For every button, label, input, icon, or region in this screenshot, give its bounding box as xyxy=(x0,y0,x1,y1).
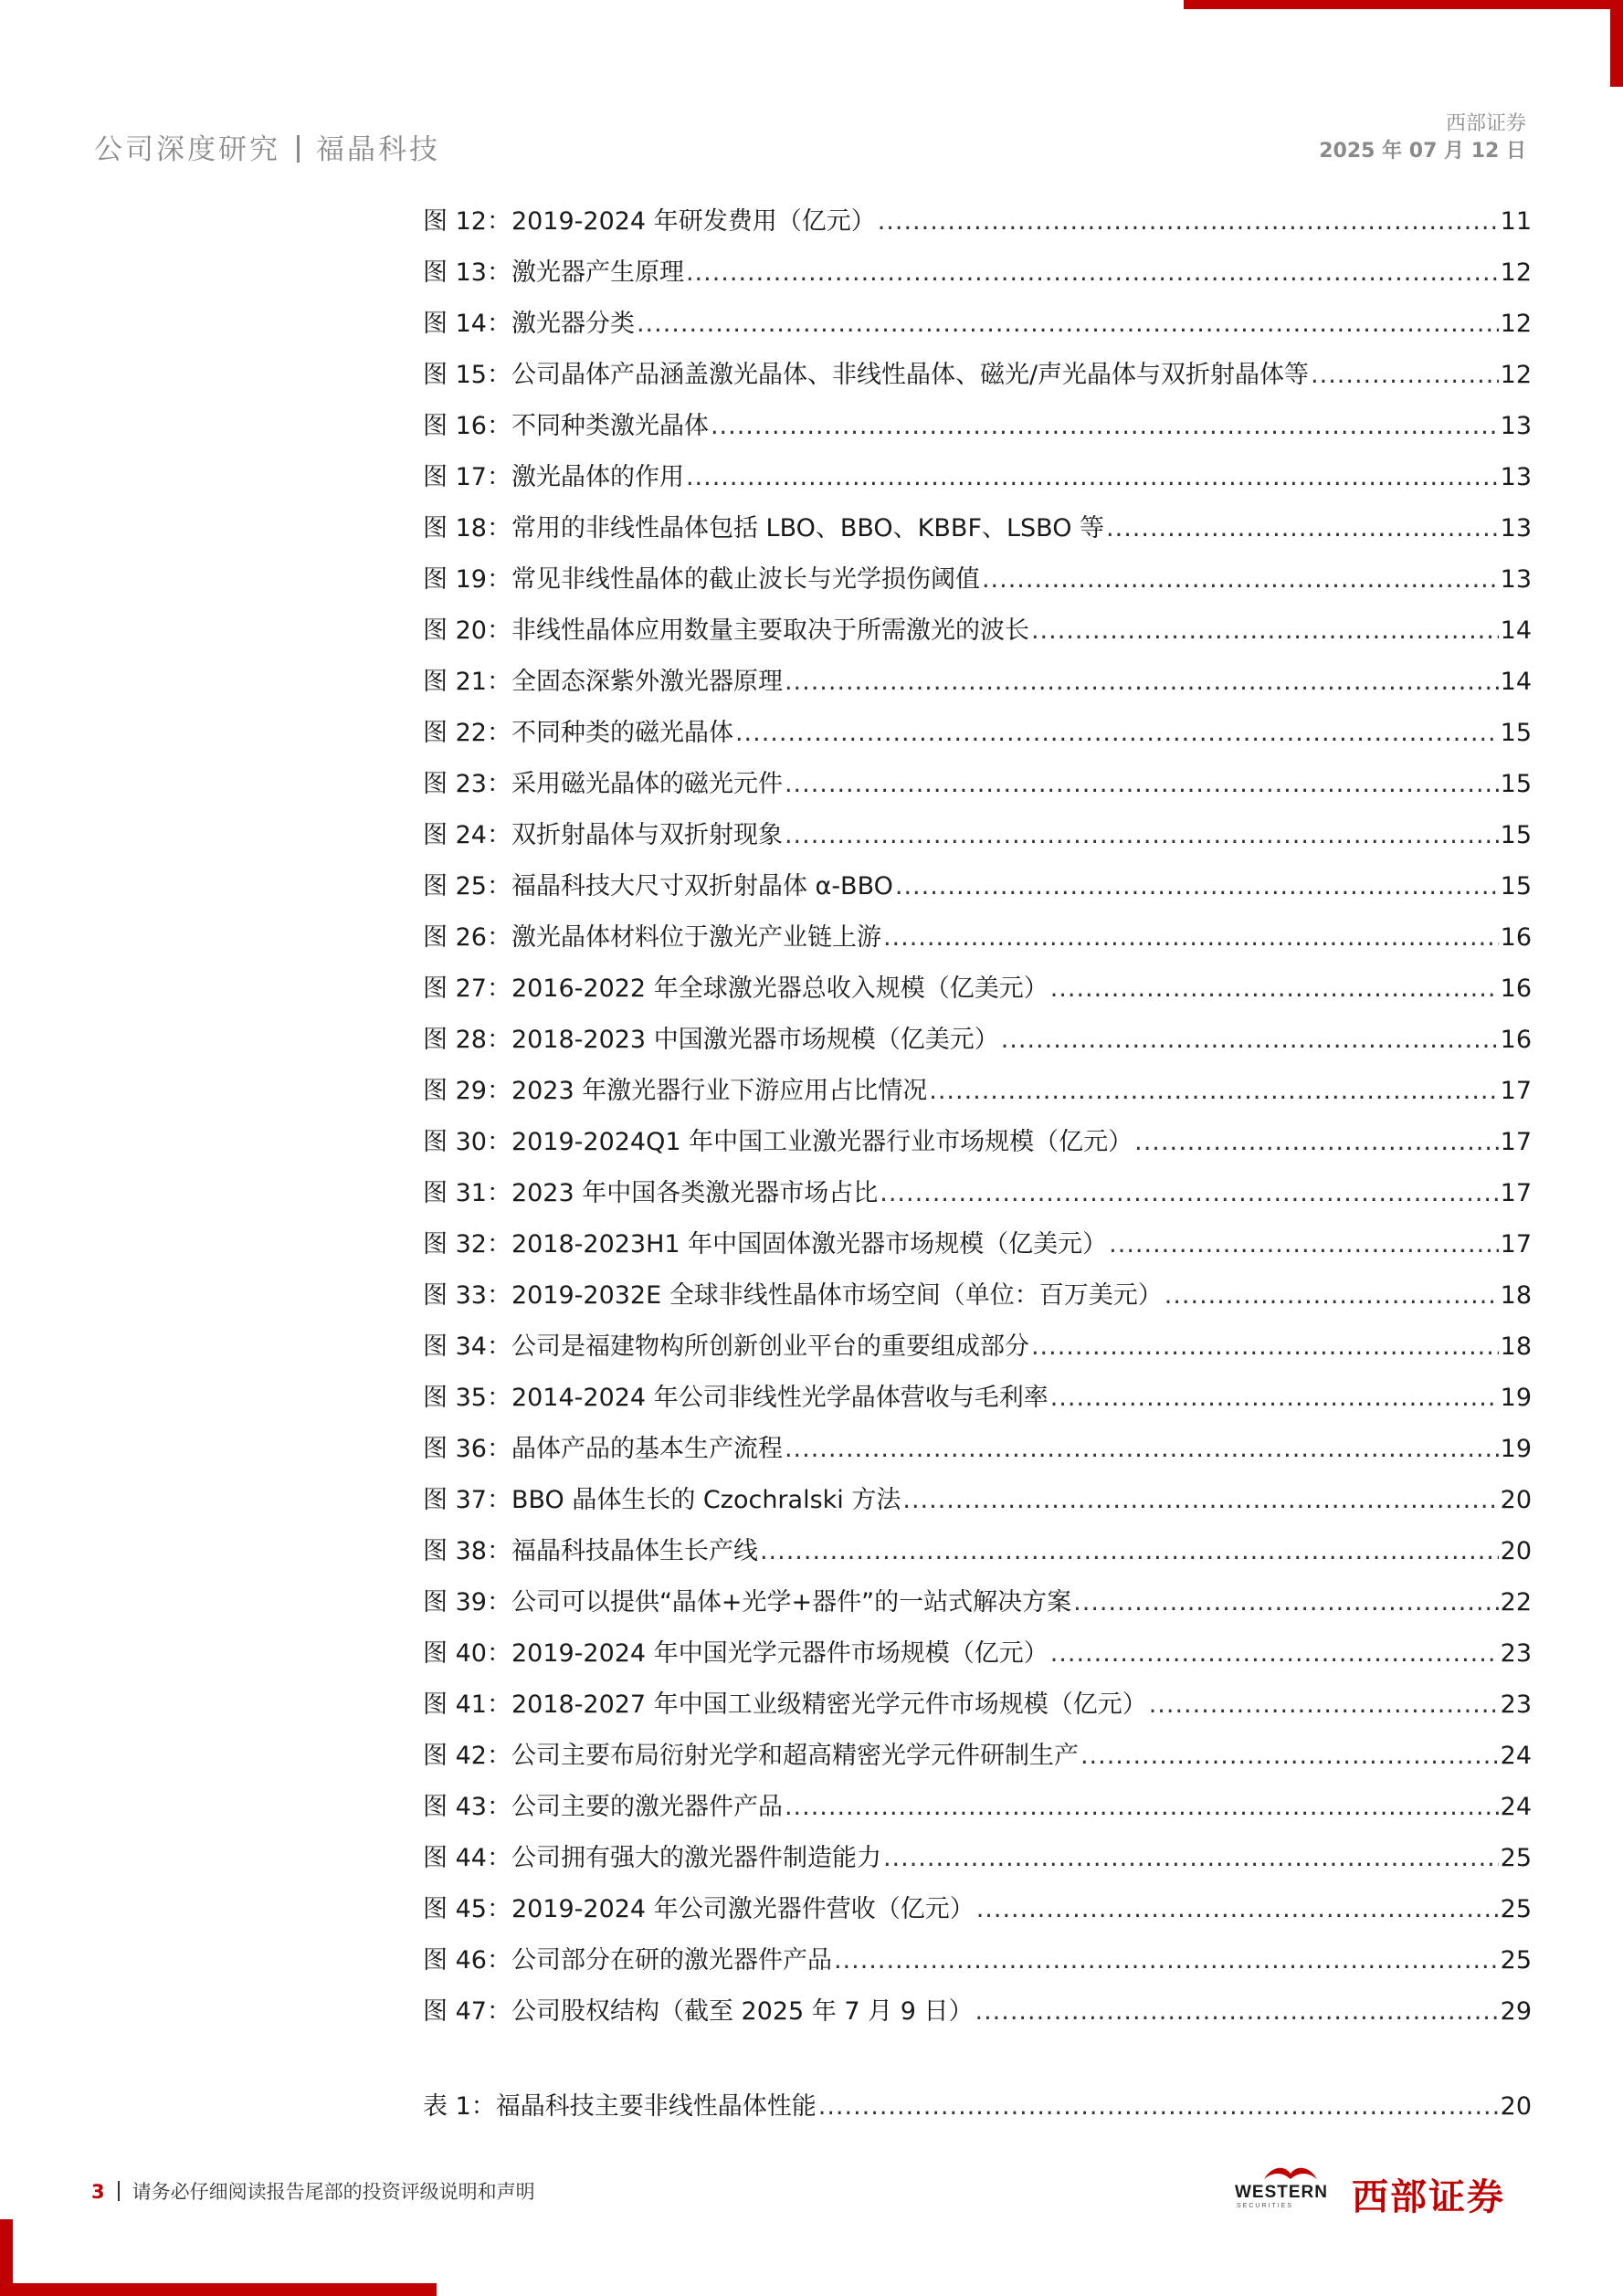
toc-entry[interactable] xyxy=(423,968,1532,1019)
toc-entry-label: 图 19：常见非线性晶体的截止波长与光学损伤阈值 xyxy=(423,565,980,594)
toc-entry[interactable] xyxy=(423,866,1532,917)
toc-leader-dots xyxy=(975,1997,1499,2026)
toc-leader-dots xyxy=(1165,1281,1499,1310)
toc-entry[interactable] xyxy=(423,1019,1532,1070)
toc-entry[interactable] xyxy=(423,1735,1532,1786)
logo-subtitle-text: SECURITIES xyxy=(1237,2203,1294,2209)
toc-leader-dots xyxy=(1106,514,1499,542)
toc-leader-dots xyxy=(1001,1026,1499,1054)
toc-leader-dots xyxy=(711,412,1499,440)
toc-entry-page: 18 xyxy=(1500,1281,1532,1310)
toc-entry-label: 图 43：公司主要的激光器件产品 xyxy=(423,1793,783,1821)
toc-leader-dots xyxy=(1149,1690,1499,1719)
toc-entry-label: 图 45：2019-2024 年公司激光器件营收（亿元） xyxy=(423,1895,975,1923)
corner-decoration-top-horizontal xyxy=(1184,0,1623,9)
toc-entry-label: 图 31：2023 年中国各类激光器市场占比 xyxy=(423,1179,879,1207)
toc-entry-label: 图 34：公司是福建物构所创新创业平台的重要组成部分 xyxy=(423,1332,1029,1361)
toc-entry-label: 图 16：不同种类激光晶体 xyxy=(423,412,709,440)
toc-entry-label: 图 14：激光器分类 xyxy=(423,310,635,338)
firm-name: 西部证券 xyxy=(1445,112,1526,135)
toc-leader-dots xyxy=(929,1077,1498,1105)
toc-entry-label: 图 18：常用的非线性晶体包括 LBO、BBO、KBBF、LSBO 等 xyxy=(423,514,1105,542)
toc-leader-dots xyxy=(785,1793,1499,1821)
toc-entry-page: 15 xyxy=(1500,821,1532,849)
footer-disclaimer: 请务必仔细阅读报告尾部的投资评级说明和声明 xyxy=(132,2181,535,2203)
toc-entry-page: 23 xyxy=(1500,1690,1532,1719)
toc-entry[interactable] xyxy=(423,1889,1532,1940)
toc-entry-label: 图 20：非线性晶体应用数量主要取决于所需激光的波长 xyxy=(423,616,1029,645)
toc-entry-page: 13 xyxy=(1500,514,1532,542)
toc-entry-label: 图 21：全固态深紫外激光器原理 xyxy=(423,668,783,696)
toc-entry-label: 图 27：2016-2022 年全球激光器总收入规模（亿美元） xyxy=(423,974,1049,1003)
toc-entry[interactable] xyxy=(423,2086,1532,2137)
toc-entry[interactable] xyxy=(423,1838,1532,1889)
toc-entry-page: 13 xyxy=(1500,565,1532,594)
toc-entry-label: 图 44：公司拥有强大的激光器件制造能力 xyxy=(423,1844,881,1872)
toc-entry[interactable] xyxy=(423,508,1532,559)
toc-entry-label: 图 12：2019-2024 年研发费用（亿元） xyxy=(423,207,876,236)
toc-leader-dots xyxy=(834,1946,1499,1975)
toc-leader-dots xyxy=(976,1895,1499,1923)
page-footer xyxy=(91,2177,535,2205)
toc-entry[interactable] xyxy=(423,661,1532,712)
toc-entry-page: 17 xyxy=(1500,1128,1532,1156)
toc-entry-page: 24 xyxy=(1500,1742,1532,1770)
toc-entry-page: 17 xyxy=(1500,1179,1532,1207)
toc-entry-page: 20 xyxy=(1500,2092,1532,2121)
toc-entry-label: 图 46：公司部分在研的激光器件产品 xyxy=(423,1946,832,1975)
toc-entry-label: 图 26：激光晶体材料位于激光产业链上游 xyxy=(423,923,881,952)
toc-leader-dots xyxy=(637,310,1499,338)
toc-entry-page: 15 xyxy=(1500,770,1532,798)
toc-leader-dots xyxy=(1050,974,1499,1003)
toc-leader-dots xyxy=(1080,1742,1499,1770)
toc-entry-page: 23 xyxy=(1500,1639,1532,1668)
toc-entry-page: 14 xyxy=(1500,616,1532,645)
toc-entry-label: 图 42：公司主要布局衍射光学和超高精密光学元件研制生产 xyxy=(423,1742,1079,1770)
corner-decoration-top-vertical xyxy=(1610,0,1623,87)
toc-entry[interactable] xyxy=(423,354,1532,405)
toc-leader-dots xyxy=(686,463,1499,491)
toc-entry-label: 图 30：2019-2024Q1 年中国工业激光器行业市场规模（亿元） xyxy=(423,1128,1133,1156)
page-header-right xyxy=(1319,111,1526,166)
toc-entry-page: 13 xyxy=(1500,463,1532,491)
toc-entry-label: 图 24：双折射晶体与双折射现象 xyxy=(423,821,783,849)
logo-english-text: WESTERN xyxy=(1235,2183,1328,2202)
toc-leader-dots xyxy=(818,2092,1499,2121)
toc-entry[interactable] xyxy=(423,1582,1532,1633)
toc-entry[interactable] xyxy=(423,201,1532,252)
toc-leader-dots xyxy=(878,207,1499,236)
toc-entry-page: 25 xyxy=(1500,1844,1532,1872)
figure-table-of-contents xyxy=(423,201,1532,2137)
toc-entry[interactable] xyxy=(423,1122,1532,1173)
toc-leader-dots xyxy=(760,1537,1499,1565)
toc-entry[interactable] xyxy=(423,815,1532,866)
toc-entry[interactable] xyxy=(423,1275,1532,1326)
toc-entry-page: 16 xyxy=(1500,923,1532,952)
toc-entry[interactable] xyxy=(423,1224,1532,1275)
toc-entry[interactable] xyxy=(423,405,1532,457)
toc-entry-page: 19 xyxy=(1500,1384,1532,1412)
toc-leader-dots xyxy=(785,1435,1499,1463)
toc-entry-label: 图 25：福晶科技大尺寸双折射晶体 α-BBO xyxy=(423,872,893,900)
toc-entry-label: 图 29：2023 年激光器行业下游应用占比情况 xyxy=(423,1077,928,1105)
toc-leader-dots xyxy=(982,565,1499,594)
toc-entry-page: 12 xyxy=(1500,258,1532,287)
page-header-left xyxy=(94,126,440,167)
toc-entry-label: 图 36：晶体产品的基本生产流程 xyxy=(423,1435,783,1463)
toc-entry-label: 图 13：激光器产生原理 xyxy=(423,258,684,287)
company-name: 福晶科技 xyxy=(316,133,440,166)
toc-entry-page: 12 xyxy=(1500,310,1532,338)
toc-leader-dots xyxy=(895,872,1499,900)
toc-entry[interactable] xyxy=(423,1531,1532,1582)
toc-leader-dots xyxy=(1109,1230,1498,1259)
toc-entry-label: 表 1：福晶科技主要非线性晶体性能 xyxy=(423,2092,817,2121)
toc-entry-label: 图 15：公司晶体产品涵盖激光晶体、非线性晶体、磁光/声光晶体与双折射晶体等 xyxy=(423,361,1310,389)
toc-leader-dots xyxy=(1050,1384,1499,1412)
report-type: 公司深度研究 xyxy=(94,133,280,166)
toc-entry[interactable] xyxy=(423,1428,1532,1480)
firm-logo xyxy=(1235,2163,1527,2217)
toc-entry-page: 22 xyxy=(1500,1588,1532,1617)
toc-entry-label: 图 28：2018-2023 中国激光器市场规模（亿美元） xyxy=(423,1026,999,1054)
toc-leader-dots xyxy=(1134,1128,1499,1156)
toc-leader-dots xyxy=(735,719,1499,747)
toc-entry-label: 图 32：2018-2023H1 年中国固体激光器市场规模（亿美元） xyxy=(423,1230,1108,1259)
toc-leader-dots xyxy=(1050,1639,1499,1668)
toc-entry[interactable] xyxy=(423,1684,1532,1735)
toc-entry-page: 16 xyxy=(1500,1026,1532,1054)
toc-entry[interactable] xyxy=(423,1480,1532,1531)
logo-chinese-text: 西部证券 xyxy=(1352,2176,1505,2218)
toc-entry-page: 11 xyxy=(1500,207,1532,236)
toc-entry-page: 16 xyxy=(1500,974,1532,1003)
toc-entry-page: 24 xyxy=(1500,1793,1532,1821)
toc-entry-page: 14 xyxy=(1500,668,1532,696)
toc-entry-page: 15 xyxy=(1500,719,1532,747)
toc-entry[interactable] xyxy=(423,1940,1532,1991)
toc-leader-dots xyxy=(785,821,1499,849)
toc-leader-dots xyxy=(880,1179,1498,1207)
toc-entry[interactable] xyxy=(423,559,1532,610)
toc-entry-page: 20 xyxy=(1500,1537,1532,1565)
toc-entry-page: 19 xyxy=(1500,1435,1532,1463)
toc-leader-dots xyxy=(1073,1588,1498,1617)
toc-leader-dots xyxy=(1311,361,1499,389)
toc-entry-page: 15 xyxy=(1500,872,1532,900)
toc-entry-page: 25 xyxy=(1500,1895,1532,1923)
toc-entry-label: 图 47：公司股权结构（截至 2025 年 7 月 9 日） xyxy=(423,1997,974,2026)
toc-entry-label: 图 40：2019-2024 年中国光学元器件市场规模（亿元） xyxy=(423,1639,1049,1668)
toc-entry[interactable] xyxy=(423,1786,1532,1838)
toc-entry[interactable] xyxy=(423,252,1532,303)
toc-entry[interactable] xyxy=(423,917,1532,968)
toc-entry-page: 17 xyxy=(1500,1077,1532,1105)
toc-entry-label: 图 41：2018-2027 年中国工业级精密光学元件市场规模（亿元） xyxy=(423,1690,1147,1719)
header-separator xyxy=(297,135,300,163)
toc-entry[interactable] xyxy=(423,1633,1532,1684)
toc-entry[interactable] xyxy=(423,610,1532,661)
corner-decoration-bottom-horizontal xyxy=(0,2283,437,2296)
toc-entry-label: 图 17：激光晶体的作用 xyxy=(423,463,684,491)
toc-entry[interactable] xyxy=(423,1173,1532,1224)
toc-entry-label: 图 33：2019-2032E 全球非线性晶体市场空间（单位：百万美元） xyxy=(423,1281,1163,1310)
toc-leader-dots xyxy=(1031,1332,1499,1361)
toc-leader-dots xyxy=(883,923,1499,952)
toc-leader-dots xyxy=(785,770,1499,798)
toc-entry-page: 12 xyxy=(1500,361,1532,389)
toc-entry-label: 图 35：2014-2024 年公司非线性光学晶体营收与毛利率 xyxy=(423,1384,1049,1412)
toc-entry[interactable] xyxy=(423,764,1532,815)
toc-entry-page: 13 xyxy=(1500,412,1532,440)
toc-entry[interactable] xyxy=(423,1326,1532,1377)
toc-entry[interactable] xyxy=(423,303,1532,354)
toc-entry-label: 图 38：福晶科技晶体生长产线 xyxy=(423,1537,758,1565)
toc-entry[interactable] xyxy=(423,457,1532,508)
toc-entry-page: 29 xyxy=(1500,1997,1532,2026)
toc-entry-label: 图 39：公司可以提供“晶体+光学+器件”的一站式解决方案 xyxy=(423,1588,1072,1617)
page-number: 3 xyxy=(91,2181,105,2203)
toc-entry[interactable] xyxy=(423,1070,1532,1122)
bull-horn-icon xyxy=(1262,2163,1319,2183)
toc-entry-page: 25 xyxy=(1500,1946,1532,1975)
toc-entry-page: 20 xyxy=(1500,1486,1532,1514)
toc-entry[interactable] xyxy=(423,1991,1532,2042)
toc-leader-dots xyxy=(785,668,1499,696)
footer-separator xyxy=(118,2181,120,2201)
toc-leader-dots xyxy=(686,258,1499,287)
toc-entry-label: 图 22：不同种类的磁光晶体 xyxy=(423,719,733,747)
toc-entry[interactable] xyxy=(423,712,1532,764)
toc-entry[interactable] xyxy=(423,1377,1532,1428)
toc-entry-label: 图 37：BBO 晶体生长的 Czochralski 方法 xyxy=(423,1486,901,1514)
toc-entry-page: 17 xyxy=(1500,1230,1532,1259)
toc-leader-dots xyxy=(1031,616,1499,645)
report-date: 2025 年 07 月 12 日 xyxy=(1319,140,1526,163)
toc-entry-label: 图 23：采用磁光晶体的磁光元件 xyxy=(423,770,783,798)
toc-entry-page: 18 xyxy=(1500,1332,1532,1361)
toc-leader-dots xyxy=(883,1844,1499,1872)
toc-leader-dots xyxy=(902,1486,1498,1514)
